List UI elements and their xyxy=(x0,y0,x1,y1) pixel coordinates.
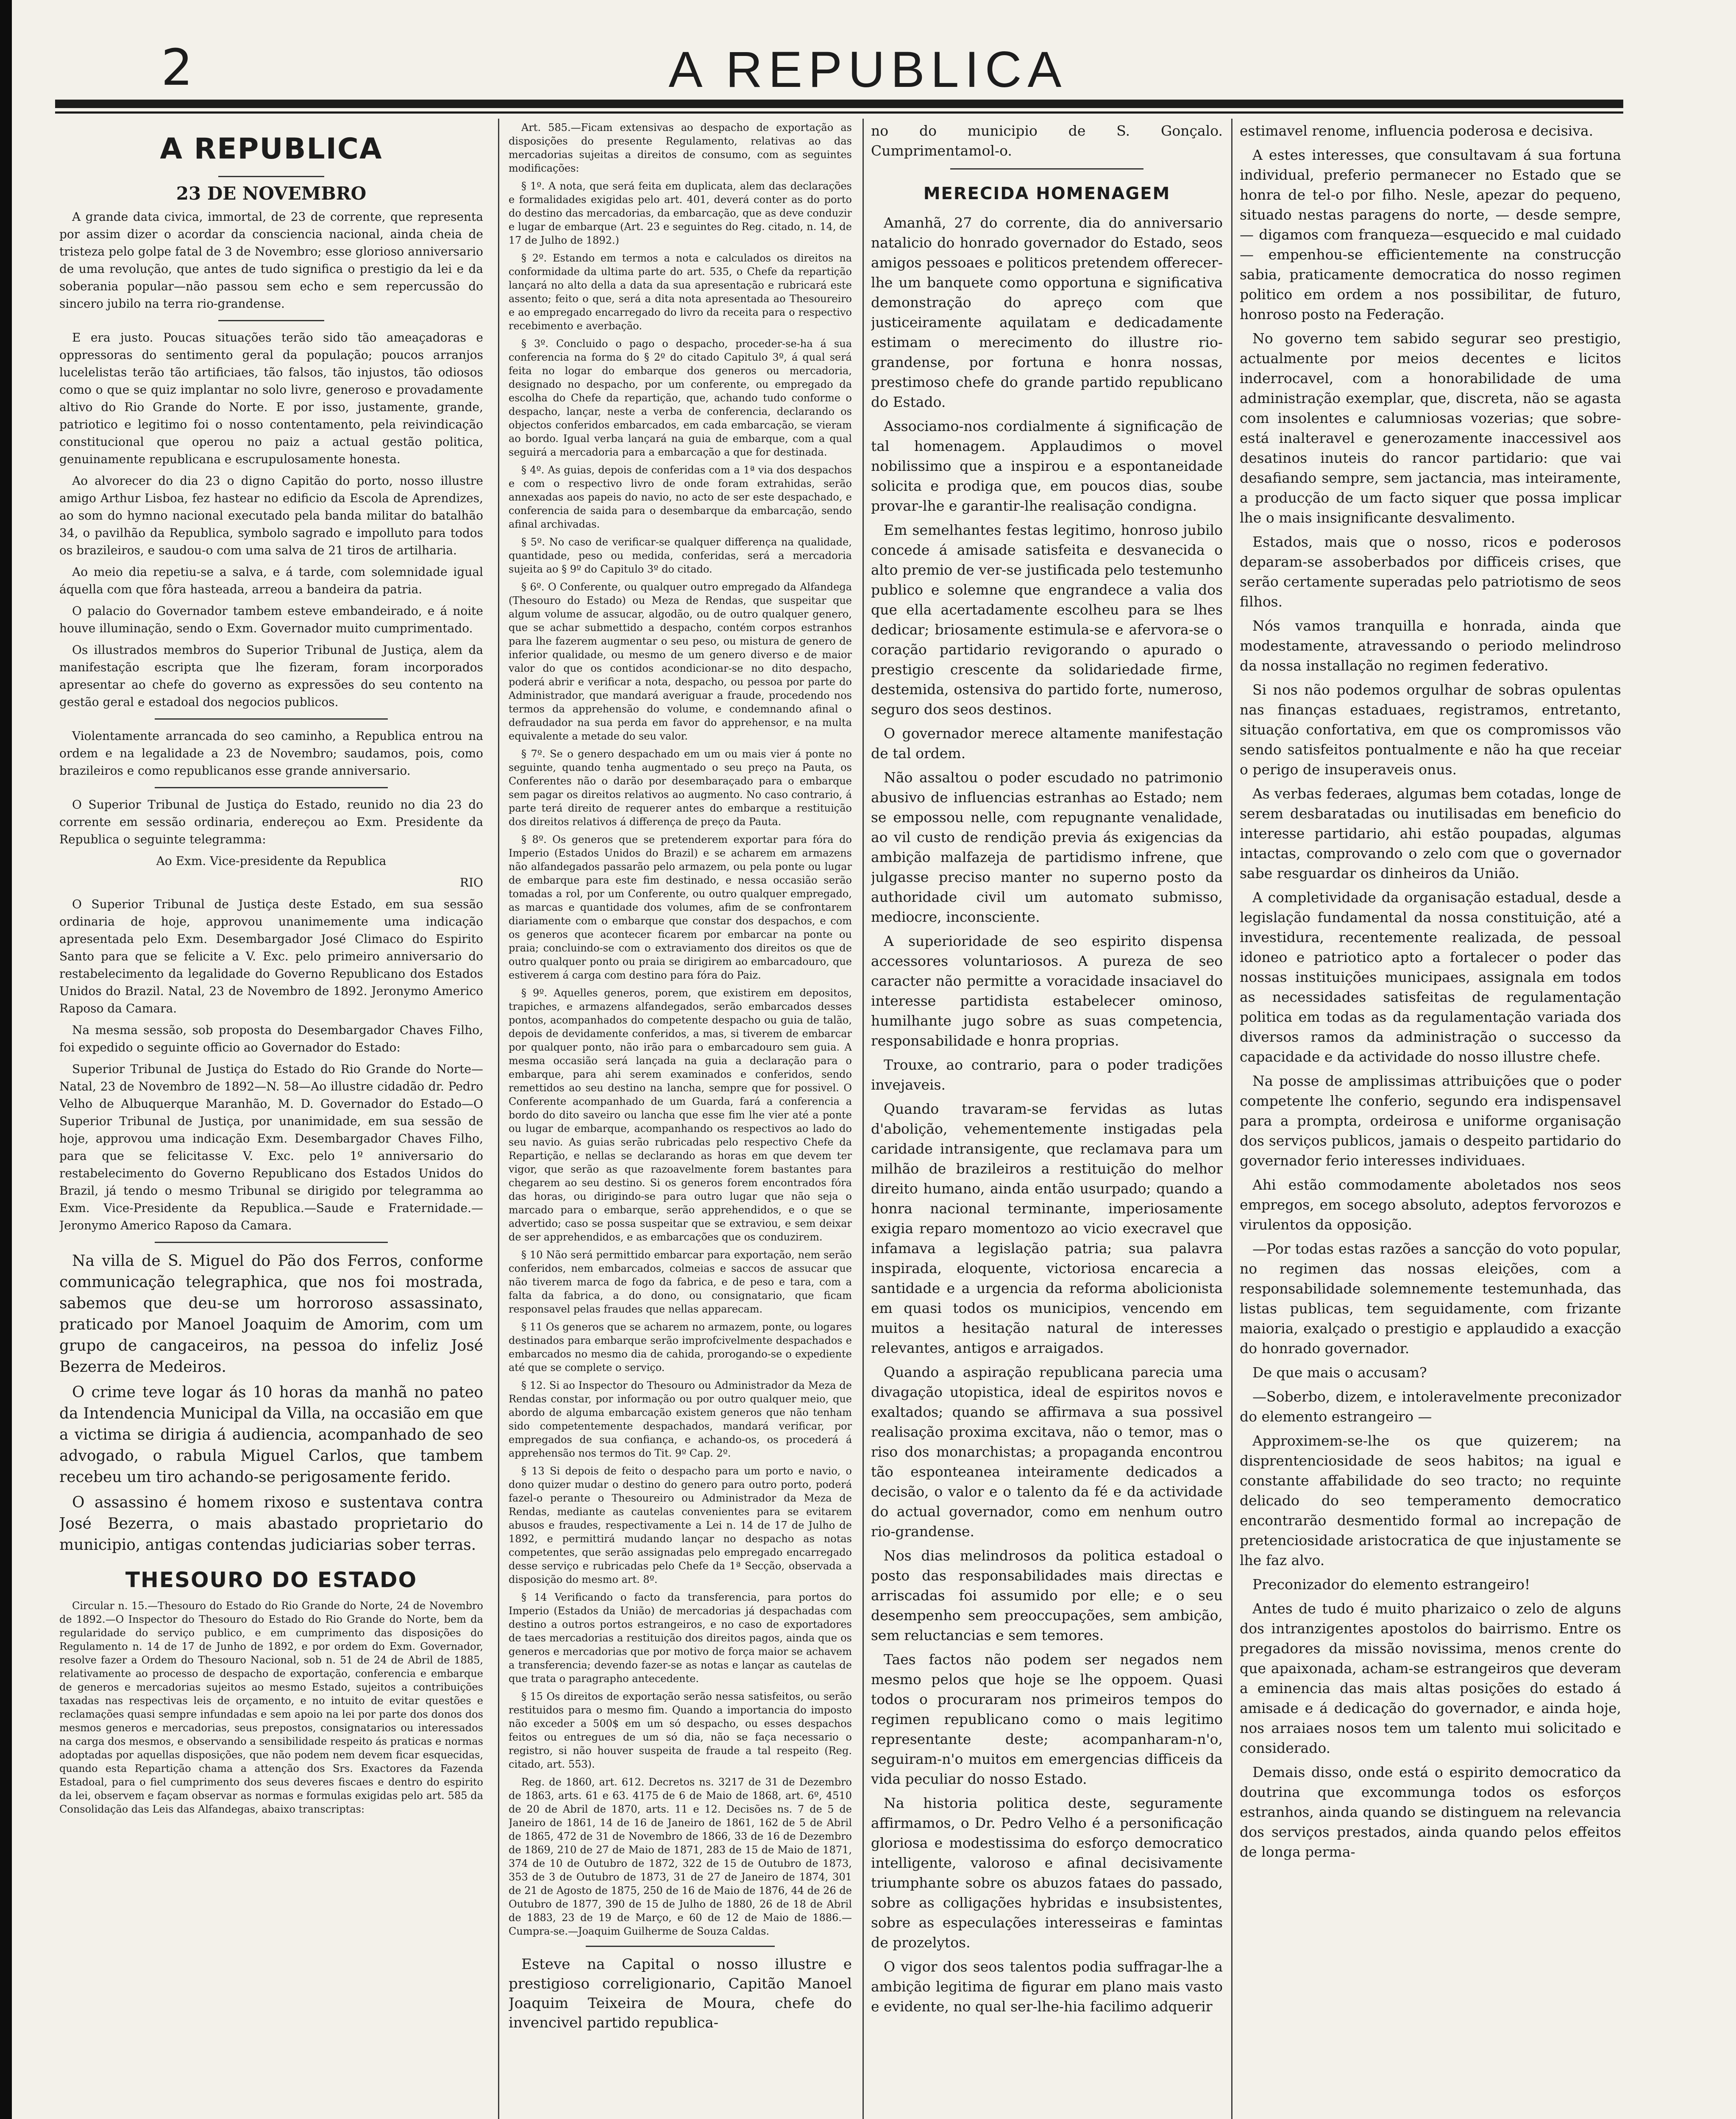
paragraph: Nós vamos tranquilla e honrada, ainda que modestamente, atravessando o periodo melindroso da nossa installação no regimen federativo. xyxy=(1240,617,1621,674)
paragraph: Approximem-se-lhe os que quizerem; na disprentenciosidade de seos habitos; na igual e constante affabilidade do seo tracto; no requinte delicado do seo temperamento democratico encontrarão desmentido formal ao increpação de pretenciosidade aristocratica de que injustamente se lhe faz alvo. xyxy=(1240,1432,1621,1568)
paragraph: O crime teve logar ás 10 horas da manhã no pateo da Intendencia Municipal da Villa, na occasião em que a victima se dirigia á audiencia, acompanhado de seo advogado, o rabula Miguel Carlos, que tambem recebeu um tiro achando-se perigosamente ferido. xyxy=(59,1384,483,1486)
header-rule xyxy=(55,100,1623,108)
paragraph: Superior Tribunal de Justiça do Estado do Rio Grande do Norte—Natal, 23 de Novembro de 1892—N. 58—Ao illustre cidadão dr. Pedro Velho de Albuquerque Maranhão, M. D. Governador do Estado—O Superior Tribunal de Justiça, por unanimidade, em sua sessão de hoje, approvou uma indicação Exm. Desembargador Chaves Filho, para que se felicitasse V. Exc. pelo 1º anniversario do restabelecimento do Governo Republicano dos Estados Unidos do Brazil, já tendo o mesmo Tribunal se dirigido por telegramma ao Exm. Vice-Presidente da Republica.—Saude e Fraternidade.—Jeronymo Americo Raposo da Camara. xyxy=(59,1062,483,1232)
paragraph: § 10 Não será permittido embarcar para exportação, nem serão conferidos, nem embarcados, colmeias e saccos de assucar que não tiverem marca de fogo da fabrica, e de peso e tara, com a falta da fabrica, a do dono, ou consignatario, que ficam responsavel pelas fraudes que nellas apparecam. xyxy=(509,1249,852,1315)
paragraph: No governo tem sabido segurar seo prestigio, actualmente por meios decentes e licitos inderrocavel, com a honorabilidade de uma administração exemplar, que, discreta, não se agasta com insolentes e calumniosas vozerias; que sobre-está inalteravel e generozamente inaccessivel aos desatinos inuteis do rancor partidario: que vai desafiando sempre, sem jactancia, mas inteiramente, a producção de um facto siquer que possa implicar lhe o mais insignificante desvalimento. xyxy=(1240,330,1621,526)
paragraph: O assassino é homem rixoso e sustentava contra José Bezerra, o mais abastado proprietario do municipio, antigas contendas judiciarias sober terras. xyxy=(59,1494,483,1554)
paragraph: A completividade da organisação estadual, desde a legislação fundamental da nossa constituição, até a investidura, recentemente realizada, de pessoal idoneo e patriotico apto a fortalecer o poder das nossas instituições municipaes, assignala em todos as necessidades satisfeitas de regulamentação politica em todas as da regulamentação variada dos diversos ramos da administração o successo da capacidade e da actividade do nosso illustre chefe. xyxy=(1240,889,1621,1065)
column-rule xyxy=(862,119,864,2119)
paragraph: Não assaltou o poder escudado no patrimonio abusivo de influencias estranhas ao Estado; nem se empossou nelle, com repugnante venalidade, ao vil custo de rendição previa ás exigencias da ambição malfazeja de partidismo infrene, que julgasse preciso manter no superno posto da authoridade civil um automato submisso, mediocre, inconsciente. xyxy=(871,769,1223,925)
paragraph: De que mais o accusam? xyxy=(1252,1364,1427,1381)
paragraph: Os illustrados membros do Superior Tribunal de Justiça, alem da manifestação escripta que lhe fizeram, foram incorporados apresentar ao chefe do governo as expressões do seu contento na gestão geral e estadoal dos negocios publicos. xyxy=(59,643,483,709)
paragraph: Ao alvorecer do dia 23 o digno Capitão do porto, nosso illustre amigo Arthur Lisboa, fez hastear no edificio da Escola de Aprendizes, ao som do hymno nacional executado pela banda militar do batalhão 34, o pavilhão da Republica, symbolo sagrado e impolluto para todos os brazileiros, e saudou-o com uma salva de 21 tiros de artilharia. xyxy=(59,474,483,557)
paragraph: Nos dias melindrosos da politica estadoal o posto das responsabilidades mais directas e arriscadas foi assumido por elle; e o seu desempenho sem preoccupações, sem ambição, sem reluctancias e sem temores. xyxy=(871,1547,1223,1643)
paragraph: § 6º. O Conferente, ou qualquer outro empregado da Alfandega (Thesouro do Estado) ou Meza de Rendas, que suspeitar que algum volume de assucar, algodão, ou de outro qualquer genero, que se achar submettido a despacho, contém corpos estranhos para lhe fazerem augmentar o seu peso, ou mistura de genero de inferior qualidade, ou mesmo de um genero diverso e de maior valor do que os contidos acondicionar-se no dito despacho, poderá abrir e verificar a nota, despacho, ou pessoa por parte do Administrador, que mandará averiguar a fraude, procedendo nos termos da apprehensão do volume, e condemnando afinal o defraudador na sua perda em favor do apprehensor, e na multa equivalente a metade do seu valor. xyxy=(509,581,852,742)
paragraph: Preconizador do elemento estrangeiro! xyxy=(1252,1576,1530,1593)
paragraph: O palacio do Governador tambem esteve embandeirado, e á noite houve illuminação, sendo o Exm. Governador muito cumprimentado. xyxy=(59,604,483,635)
paragraph: § 7º. Se o genero despachado em um ou mais vier á ponte no seguinte, quando tenha augmentado o seu preço na Pauta, os Conferentes não o darão por desembaraçado para o embarque sem pagar os direitos relativos ao augmento. No caso contrario, á parte terá direito de requerer antes do embarque a restituição dos direitos relativos á differença de preço da Pauta. xyxy=(509,748,852,828)
paragraph: Art. 585.—Ficam extensivas ao despacho de exportação as disposições do presente Regulamento, relativas ao das mercadorias sujeitas a direitos de consumo, com as seguintes modificações: xyxy=(509,122,852,174)
paragraph: E era justo. Poucas situações terão sido tão ameaçadoras e oppressoras do sentimento geral da população; poucos arranjos lucelelistas terão tão artificiaes, tão falsos, tão injustos, tão odiosos como o que se quiz implantar no solo livre, generoso e provadamente altivo do Rio Grande do Norte. E por isso, justamente, grande, patriotico e legitimo foi o nosso contentamento, pela reivindicação constitucional que operou no paiz a actual gestão politica, genuinamente republicana e escrupulosamente honesta. xyxy=(59,331,483,466)
section-title-homenagem: MERECIDA HOMENAGEM xyxy=(923,184,1171,203)
paragraph: § 11 Os generos que se acharem no armazem, ponte, ou logares destinados para embarque serão improfcivelmente despachados e embarcados no mesmo dia de cahida, prorogando-se o expediente até que se complete o serviço. xyxy=(509,1321,852,1374)
paragraph: Estados, mais que o nosso, ricos e poderosos deparam-se assoberbados por difficeis crises, que serão certamente superadas pelo patriotismo de seos filhos. xyxy=(1240,534,1621,610)
paragraph: § 15 Os direitos de exportação serão nessa satisfeitos, ou serão restituidos para o mesmo fim. Quando a importancia do imposto não exceder a 500$ em um só despacho, ou esses despachos feitos ou entregues de um só dia, não se faça necessario o registro, si não houver suspeita de fraude a tal respeito (Reg. citado, art. 553). xyxy=(509,1691,852,1770)
paragraph: estimavel renome, influencia poderosa e decisiva. xyxy=(1240,122,1594,139)
divider xyxy=(155,787,388,788)
paragraph: A estes interesses, que consultavam á sua fortuna individual, preferio permanecer no Estado que se honra de tel-o por filho. Nesle, apezar do pequeno, situado nestas paragens do norte, — desde sempre, — digamos com franqueza—esquecido e mal cuidado — empenhou-se efficientemente na construcção sabia, praticamente democratica do nosso regimen politico em ordem a nos possibilitar, de futuro, honroso posto na Federação. xyxy=(1240,147,1621,323)
paragraph: Demais disso, onde está o espirito democratico da doutrina que excommunga todos os esforços estranhos, ainda quando se distinguem na relevancia dos serviços prestados, ainda quando pelos effeitos de longa perma- xyxy=(1240,1764,1621,1860)
paragraph: O governador merece altamente manifestação de tal ordem. xyxy=(871,725,1223,762)
paragraph: Quando travaram-se fervidas as lutas d'abolição, vehementemente instigadas pela caridade intransigente, que reclamava para um milhão de brazileiros a restituição do melhor direito humano, ainda então usurpado; quando a honra nacional terminante, imperiosamente exigia reparo momentozo ao vicio execravel que infamava a legislação patria; sua palavra inspirada, eloquente, victoriosa encarecia a santidade e a urgencia da reforma abolicionista em quasi todos os municipios, vencendo em muitos a hesitação natural de interesses relevantes, antigos e arraigados. xyxy=(871,1101,1223,1356)
paragraph: Antes de tudo é muito pharizaico o zelo de alguns dos intranzigentes apostolos do bairrismo. Entre os pregadores da missão novissima, menos crente do que apaixonada, acham-se estrangeiros que deveram a eminencia das mais altas posições do estado á amisade e á dedicação do governador, e ainda hoje, nos arraiaes nosos tem um talento mui solicitado e considerado. xyxy=(1240,1600,1621,1756)
header-rule-thin xyxy=(55,111,1623,114)
paragraph: § 14 Verificando o facto da transferencia, para portos do Imperio (Estados da União) de mercadorias já despachadas com destino a outros portos estrangeiros, e no caso de exportadores de taes mercadorias a restituição dos direitos pagos, ainda que os generos e mercadorias que por motivo de força maior se achavem a transferencia; devendo fazer-se as notas e lançar as cautelas de que trata o paragrapho antecedente. xyxy=(509,1591,852,1685)
paragraph: Si nos não podemos orgulhar de sobras opulentas nas finanças estaduaes, registramos, entretanto, situação confortativa, em que os compromissos vão sendo satisfeitos pontualmente e não ha que receiar o perigo de insuperaveis onus. xyxy=(1240,681,1621,778)
page-number: 2 xyxy=(161,38,193,97)
divider xyxy=(218,176,324,177)
paragraph: Trouxe, ao contrario, para o poder tradições invejaveis. xyxy=(871,1057,1223,1093)
paragraph: O Superior Tribunal de Justiça deste Estado, em sua sessão ordinaria de hoje, approvou unanimemente uma indicação apresentada pelo Exm. Desembargador José Climaco do Espirito Santo para que se felicite a V. Exc. pelo primeiro anniversario do restabelecimento da legalidade do Governo Republicano dos Estados Unidos do Brazil. Natal, 23 de Novembro de 1892. Jeronymo Americo Raposo da Camara. xyxy=(59,897,483,1015)
paragraph: Reg. de 1860, art. 612. Decretos ns. 3217 de 31 de Dezembro de 1863, arts. 61 e 63. 4175 de 6 de Maio de 1868, art. 6º, 4510 de 20 de Abril de 1870, arts. 11 e 12. Decisões ns. 7 de 5 de Janeiro de 1861, 14 de 16 de Janeiro de 1861, 162 de 5 de Abril de 1865, 472 de 31 de Novembro de 1866, 33 de 16 de Dezembro de 1869, 210 de 27 de Maio de 1871, 283 de 15 de Maio de 1871, 374 de 10 de Outubro de 1872, 322 de 15 de Outubro de 1873, 353 de 3 de Outubro de 1873, 31 de 27 de Janeiro de 1874, 301 de 21 de Agosto de 1875, 250 de 16 de Maio de 1876, 44 de 26 de Outubro de 1877, 390 de 15 de Julho de 1880, 26 de 18 de Abril de 1883, 23 de 19 de Março, e 60 de 12 de Maio de 1886.—Cumpra-se.—Joaquim Guilherme de Souza Caldas. xyxy=(509,1776,852,1937)
column-3 xyxy=(871,121,1223,2119)
paragraph: § 1º. A nota, que será feita em duplicata, alem das declarações e formalidades exigidas pelo art. 401, deverá conter as do porto do destino das mercadorias, da embarcação, que as deve conduzir e lugar de embarque (Art. 23 e seguintes do Reg. citado, n. 14, de 17 de Julho de 1892.) xyxy=(509,180,852,246)
divider xyxy=(218,320,324,321)
paragraph: § 13 Si depois de feito o despacho para um porto e navio, o dono quizer mudar o destino do genero para outro porto, poderá fazel-o perante o Thesoureiro ou Administrador da Meza de Rendas, mediante as cautelas convenientes para se evitarem abusos e fraudes, respectivamente a Lei n. 14 de 17 de Julho de 1892, e permittirá mudando lançar no despacho as notas competentes, que serão assignadas pelo empregado encarregado desse serviço e rubricadas pelo Chefe da 1ª Secção, observada a disposição do mesmo art. 8º. xyxy=(509,1465,852,1585)
paragraph: § 5º. No caso de verificar-se qualquer differença na qualidade, quantidade, peso ou medida, conferidas, será a mercadoria sujeita ao § 9º do Capitulo 3º do citado. xyxy=(509,536,852,575)
scan-edge xyxy=(0,0,12,2119)
section-title-thesouro: THESOURO DO ESTADO xyxy=(125,1568,417,1592)
paragraph: § 2º. Estando em termos a nota e calculados os direitos na conformidade da ultima parte do art. 535, o Chefe da repartição lançará no alto della a data da sua apresentação e rubricará este assento; feito o que, será a dita nota apresentada ao Thesoureiro e ao empregado encarregado do livro da receita para o respectivo recebimento e averbação. xyxy=(509,252,852,332)
paragraph: Associamo-nos cordialmente á significação de tal homenagem. Applaudimos o movel nobilissimo que a inspirou e a espontaneidade solicita e prodiga que, em poucos dias, soube provar-lhe e garantir-lhe realisação condigna. xyxy=(871,418,1223,514)
paragraph: Violentamente arrancada do seo caminho, a Republica entrou na ordem e na legalidade a 23 de Novembro; saudamos, pois, como brazileiros e como republicanos esse grande anniversario. xyxy=(59,729,483,778)
divider xyxy=(950,168,1144,170)
paragraph: Amanhã, 27 do corrente, dia do anniversario natalicio do honrado governador do Estado, seos amigos pessoaes e politicos pretendem offerecer-lhe um banquete como opportuna e significativa demonstração do apreço com que justiceiramente aquilatam e dedicadamente estimam o merecimento do illustre rio-grandense, por fortuna e honra nossas, prestimoso chefe do grande partido republicano do Estado. xyxy=(871,214,1223,410)
paragraph: As verbas federaes, algumas bem cotadas, longe de serem desbaratadas ou inutilisadas em beneficio do interesse partidario, ahi estão poupadas, algumas intactas, comprovando o zelo com que o governador sabe resguardar os dinheiros da União. xyxy=(1240,785,1621,882)
paragraph: § 4º. As guias, depois de conferidas com a 1ª via dos despachos e com o respectivo livro de onde foram extrahidas, serão annexadas aos papeis do navio, no acto de ser este despachado, e conferencia de saida para o desembarque da embarcação, sendo afinal archivadas. xyxy=(509,464,852,530)
paragraph: Circular n. 15.—Thesouro do Estado do Rio Grande do Norte, 24 de Novembro de 1892.—O Inspector do Thesouro do Estado do Rio Grande do Norte, bem da regularidade do serviço publico, e em cumprimento das disposições do Regulamento n. 14 de 17 de Junho de 1892, e por ordem do Exm. Governador, resolve fazer a Ordem do Thesouro Nacional, sob n. 51 de 24 de Abril de 1885, relativamente ao processo de despacho de exportação, conferencia e embarque de generos e mercadorias sujeitos ao mesmo Estado, sujeitos a contribuições taxadas nas respectivas leis de orçamento, e no intuito de evitar questões e reclamações quasi sempre infundadas e sem apoio na lei por parte dos donos dos mesmos generos e mercadorias, seus prepostos, consignatarios ou interessados na carga dos mesmos, e observando a sensibilidade respeito ás praticas e normas adoptadas por aquellas disposições, que não podem nem devem ficar esquecidas, quando esta Repartição chama a attenção dos Srs. Exactores da Fazenda Estadoal, para o fiel cumprimento dos seus deveres fiscaes e dentro do espirito da lei, observem e façam observar as normas e formulas exigidas pelo art. 585 da Consolidação das Leis das Alfandegas, abaixo transcriptas: xyxy=(59,1600,483,1815)
paragraph: A superioridade de seo espirito dispensa accessores voluntariosos. A pureza de seo caracter não permitte a voracidade insaciavel do interesse partidista estabelecer ominoso, humilhante jugo sobre as suas competencia, responsabilidade e honra proprias. xyxy=(871,933,1223,1049)
paragraph: § 3º. Concluido o pago o despacho, proceder-se-ha á sua conferencia na forma do § 2º do citado Capitulo 3º, á qual será feita no logar do embarque dos generos ou mercadoria, designado no despacho, por um conferente, ou empregado da escolha do Chefe da repartição, que, achando tudo conforme o despacho, lançar, neste a verba de conferencia, declarando os objectos conferidos embarcados, em cada embarcação, se vieram ao bordo. Igual verba lançará na guia de embarque, com a qual seguirá a mercadoria para a embarcação a que for destinada. xyxy=(509,338,852,458)
column-4 xyxy=(1240,121,1621,2119)
telegram-addressee: Ao Exm. Vice-presidente da Republica xyxy=(156,854,387,868)
article-dateline: 23 DE NOVEMBRO xyxy=(176,183,367,204)
paragraph: Na mesma sessão, sob proposta do Desembargador Chaves Filho, foi expedido o seguinte officio ao Governador do Estado: xyxy=(59,1023,483,1054)
paragraph: O Superior Tribunal de Justiça do Estado, reunido no dia 23 do corrente em sessão ordinaria, endereçou ao Exm. Presidente da Republica o seguinte telegramma: xyxy=(59,798,483,846)
column-1 xyxy=(59,121,483,2119)
paragraph: Ahi estão commodamente aboletados nos seos empregos, em socego absoluto, adeptos fervorozos e virulentos da opposição. xyxy=(1240,1176,1621,1233)
divider xyxy=(155,1242,388,1243)
divider xyxy=(586,1946,775,1947)
paragraph: Quando a aspiração republicana parecia uma divagação utopistica, ideal de espiritos novos e exaltados; quando se affirmava a sua possivel realisação proxima excitava, não o temor, mas o riso dos monarchistas; a propaganda encontrou tão esponteanea inteiramente dedicados a decisão, o valor e o talento da fé e da actividade do actual governador, como em nenhum outro rio-grandense. xyxy=(871,1364,1223,1540)
column-rule xyxy=(498,119,499,2119)
paragraph: § 8º. Os generos que se pretenderem exportar para fóra do Imperio (Estados Unidos do Brazil) e se acharem em armazens não alfandegados passarão pelo armazem, ou pela ponte ou lugar de embarque para este fim destinado, e nessa occasião serão tomadas a rol, por um Conferente, ou outro qualquer empregado, as marcas e quantidade dos volumes, afim de se confrontarem diariamente com o embarque que constar dos despachos, e com os generos que acontecer ficarem por embarcar na ponte ou praia; concluindo-se com o extraviamento dos direitos os que de outro qualquer ponto ou praia se dirigirem ao embarcadouro, que estiverem á carga com destino para fóra do Paiz. xyxy=(509,834,852,981)
paragraph: A grande data civica, immortal, de 23 de corrente, que representa por assim dizer o acordar da consciencia nacional, ainda cheia de tristeza pelo golpe fatal de 3 de Novembro; esse glorioso anniversario de uma revolução, que antes de tudo significa o prestigio da lei e da soberania popular—não passou sem echo e sem repercussão do sincero jubilo na terra rio-grandense. xyxy=(59,210,483,311)
paragraph: § 12. Si ao Inspector do Thesouro ou Administrador da Meza de Rendas constar, por informação ou por outro qualquer meio, que abordo de alguma embarcação existem generos que não tenham sido competentemente despachados, mandará verificar, por empregados de sua confiança, e achando-os, os procederá á apprehensão nos termos do Tit. 9º Cap. 2º. xyxy=(509,1379,852,1459)
divider xyxy=(155,718,388,720)
column-2 xyxy=(509,121,852,2119)
paragraph: § 9º. Aquelles generos, porem, que existirem em depositos, trapiches, e armazens alfandegados, serão embarcados desses pontos, acompanhados do competente despacho ou guia de talão, depois de devidamente conferidos, a mas, si tiverem de embarcar por qualquer ponto, não irão para o embarcadouro sem guia. A mesma occasião será lançada na guia a declaração para o embarque, para ahi serem examinados e conferidos, sendo remettidos ao seu destino na lancha, sempre que for possivel. O Conferente acompanhado de um Guarda, fará a conferencia a bordo do dito saveiro ou lancha que esse fim lhe vier até a ponte ou lugar de embarque, acompanhando os respectivos ao lado do seu navio. As guias serão rubricadas pelo respectivo Chefe da Repartição, e nellas se declarando as horas em que devem ter vigor, que serão as que razoavelmente forem bastantes para chegarem ao seu destino. Si os generos forem encontrados fóra das horas, ou dirigindo-se para outro lugar que não seja o marcado para o embarque, serão apprehendidos, e o que se advertido; caso se possa suspeitar que se extraviou, e sem deixar de ser apprehendidos, e as embarcações que os conduzirem. xyxy=(509,987,852,1243)
section-title-republica: A REPUBLICA xyxy=(160,132,383,166)
paragraph: no do municipio de S. Gonçalo. Cumprimentamol-o. xyxy=(871,122,1223,159)
paragraph: —Soberbo, dizem, e intoleravelmente preconizador do elemento estrangeiro — xyxy=(1240,1388,1621,1425)
paragraph: Taes factos não podem ser negados nem mesmo pelos que hoje se lhe oppoem. Quasi todos o procuraram nos primeiros tempos do regimen republicano como o mais legitimo representante deste; acompanharam-n'o, seguiram-n'o muitos em emergencias difficeis da vida peculiar do nosso Estado. xyxy=(871,1651,1223,1787)
paragraph: Na historia politica deste, seguramente affirmamos, o Dr. Pedro Velho é a personificação gloriosa e modestissima do esforço democratico intelligente, valoroso e afinal decisivamente triumphante sobre os abuzos fataes do passado, sobre as colligações hybridas e insubsistentes, sobre as especulações interesseiras e famintas de prozelytos. xyxy=(871,1795,1223,1951)
paragraph: Em semelhantes festas legitimo, honroso jubilo concede á amisade satisfeita e desvanecida o alto premio de ver-se justificada pelo testemunho publico e solemne que engrandece a valia dos que ella acertadamente escolheu para se lhes dedicar; briosamente estimula-se e afervora-se o coração partidario revigorando o apurado o prestigio crescente da solidariedade firme, destemida, ostensiva do partido forte, numeroso, seguro dos seos destinos. xyxy=(871,522,1223,717)
paragraph: Ao meio dia repetiu-se a salva, e á tarde, com solemnidade igual áquella com que fôra hasteada, arreou a bandeira da patria. xyxy=(59,565,483,596)
paragraph: —Por todas estas razões a sancção do voto popular, no regimen das nossas eleições, com a responsabilidade solemnemente testemunhada, das listas publicas, tem seguidamente, com frizante maioria, exalçado o prestigio e applaudido a exacção do honrado governador. xyxy=(1240,1240,1621,1357)
telegram-destination: RIO xyxy=(459,876,483,890)
paragraph: O vigor dos seos talentos podia suffragar-lhe a ambição legitima de figurar em plano mais vasto e evidente, no qual ser-lhe-hia facilimo adquerir xyxy=(871,1958,1223,2015)
paragraph: Na posse de amplissimas attribuições que o poder competente lhe conferio, segundo era indispensavel para a prompta, ordeirosa e uniforme organisação dos serviços publicos, jamais o despeito partidario do governador ferio interesses individuaes. xyxy=(1240,1073,1621,1169)
newspaper-masthead: A REPUBLICA xyxy=(668,41,1068,98)
column-rule xyxy=(1231,119,1232,2119)
paragraph: Esteve na Capital o nosso illustre e prestigioso correligionario, Capitão Manoel Joaquim Teixeira de Moura, chefe do invencivel partido republica- xyxy=(509,1956,852,2031)
paragraph: Na villa de S. Miguel do Pão dos Ferros, conforme communicação telegraphica, que nos foi mostrada, sabemos que deu-se um horroroso assassinato, praticado por Manoel Joaquim de Amorim, com um grupo de cangaceiros, na pessoa do infeliz José Bezerra de Medeiros. xyxy=(59,1252,483,1376)
